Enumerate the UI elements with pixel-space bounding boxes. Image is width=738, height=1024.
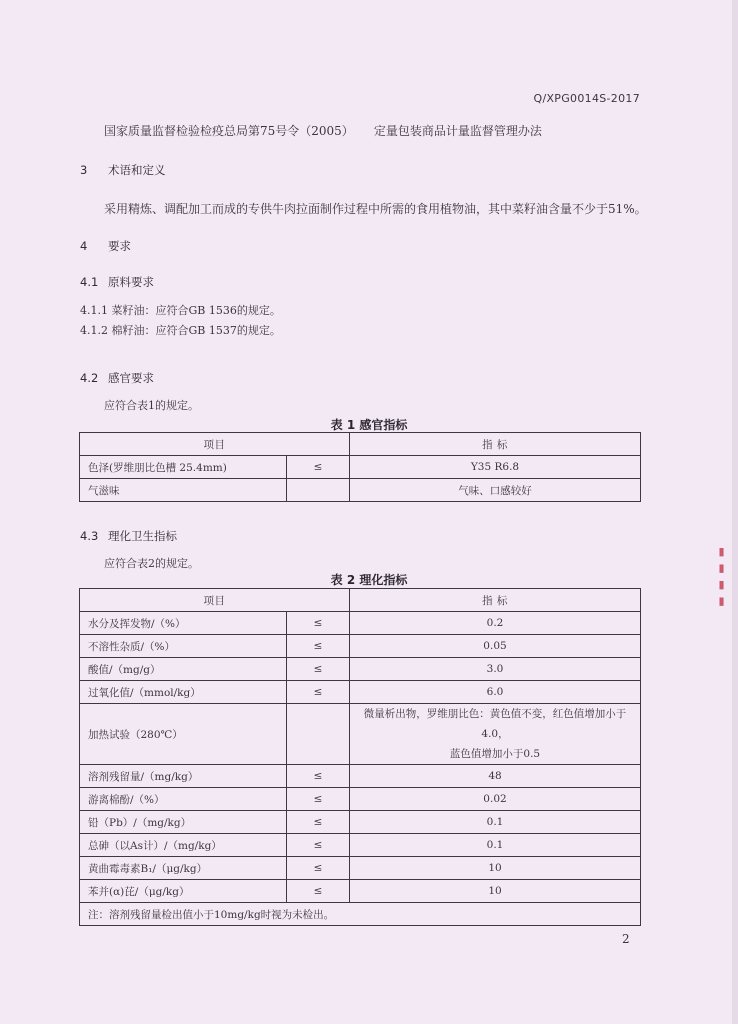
table-row: 游离棉酚/（%） ≤ 0.02 — [80, 788, 641, 811]
table-row: 溶剂残留量/（mg/kg） ≤ 48 — [80, 765, 641, 788]
table-row: 水分及挥发物/（%） ≤ 0.2 — [80, 612, 641, 635]
clause-4-1-1: 4.1.1 菜籽油：应符合GB 1536的规定。 — [80, 304, 281, 317]
section-3-text: 采用精炼、调配加工而成的专供牛肉拉面制作过程中所需的食用植物油，其中菜籽油含量不少于51%。 — [104, 202, 647, 216]
table-row: 苯并(α)芘/（μg/kg） ≤ 10 — [80, 880, 641, 903]
standard-code: Q/XPG0014S-2017 — [533, 92, 640, 105]
table-header-row — [80, 433, 641, 456]
table-row: 总砷（以As计）/（mg/kg） ≤ 0.1 — [80, 834, 641, 857]
table-row: 加热试验（280℃） 微量析出物，罗维朋比色：黄色值不变，红色值增加小于4.0， 蓝色值增加小于0.5 — [80, 704, 641, 765]
page-edge-shadow — [732, 0, 738, 1024]
normative-reference — [104, 122, 542, 139]
table-2-caption: 表 2 理化指标 — [330, 573, 408, 587]
table-note-row — [80, 903, 641, 926]
header-item: 项目 — [80, 589, 350, 612]
table-row: 不溶性杂质/（%） ≤ 0.05 — [80, 635, 641, 658]
table-row: 黄曲霉毒素B₁/（μg/kg） ≤ 10 — [80, 857, 641, 880]
header-value: 指 标 — [350, 589, 641, 612]
section-4-2-text: 应符合表1的规定。 — [104, 399, 199, 412]
clause-4-1-2: 4.1.2 棉籽油：应符合GB 1537的规定。 — [80, 324, 281, 337]
table-2-physicochemical — [79, 588, 641, 926]
table-note: 注：溶剂残留量检出值小于10mg/kg时视为未检出。 — [80, 903, 641, 926]
section-4-1-heading: 4.1 原料要求 — [80, 275, 154, 289]
table-row: 酸值/（mg/g） ≤ 3.0 — [80, 658, 641, 681]
table-1-caption: 表 1 感官指标 — [330, 418, 408, 432]
section-4-3-text: 应符合表2的规定。 — [104, 557, 199, 570]
section-4-2-heading: 4.2 感官要求 — [80, 371, 154, 385]
table-row: 过氧化值/（mmol/kg） ≤ 6.0 — [80, 681, 641, 704]
reference-title: 定量包装商品计量监督管理办法 — [373, 124, 542, 138]
table-row: 铅（Pb）/（mg/kg） ≤ 0.1 — [80, 811, 641, 834]
table-1-sensory — [79, 432, 641, 502]
seal-stamp-edge-icon: ▮ ▮ ▮ ▮ — [715, 545, 728, 608]
section-4-heading: 4 要求 — [80, 239, 131, 253]
header-item: 项目 — [80, 433, 350, 456]
section-4-3-heading: 4.3 理化卫生指标 — [80, 529, 177, 543]
table-row: 气滋味 气味、口感较好 — [80, 479, 641, 502]
page-number: 2 — [622, 932, 630, 946]
table-row: 色泽(罗维朋比色槽 25.4mm) ≤ Y35 R6.8 — [80, 456, 641, 479]
header-value: 指 标 — [350, 433, 641, 456]
section-3-heading: 3 术语和定义 — [80, 163, 166, 177]
heating-test-value: 微量析出物，罗维朋比色：黄色值不变，红色值增加小于4.0， 蓝色值增加小于0.5 — [350, 704, 641, 765]
reference-issuer: 国家质量监督检验检疫总局第75号令（2005） — [104, 124, 354, 138]
table-header-row — [80, 589, 641, 612]
